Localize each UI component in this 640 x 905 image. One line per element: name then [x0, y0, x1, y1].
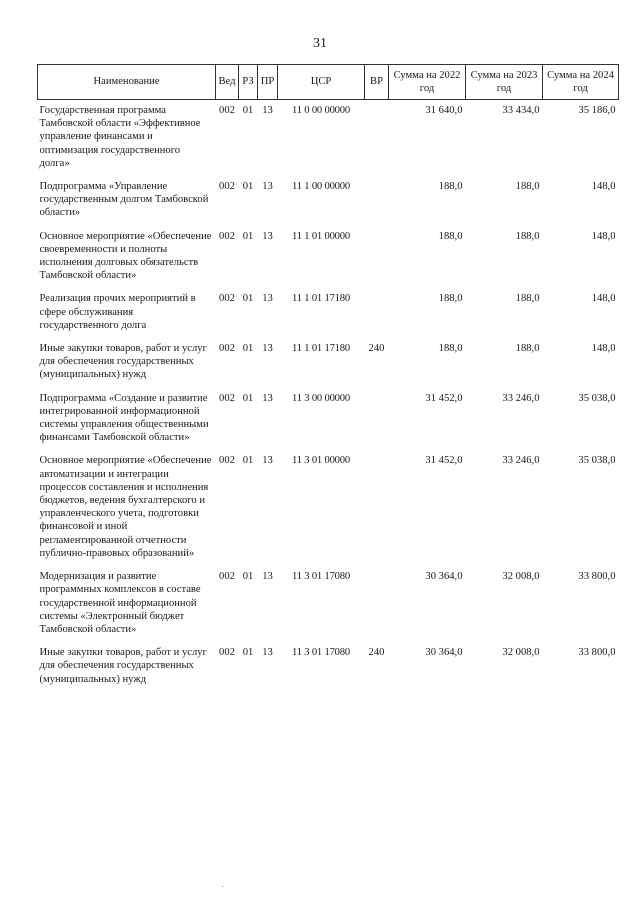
- row-ved: 002: [219, 181, 235, 193]
- row-name: Подпрограмма «Управление государственным долгом Тамбовской области»: [39, 181, 209, 219]
- row-sum-2022: 188,0: [438, 293, 463, 305]
- row-sum-2022: 188,0: [438, 181, 463, 193]
- row-vr: [365, 388, 389, 451]
- table-row: [38, 388, 619, 451]
- header-rz: РЗ: [239, 65, 258, 100]
- row-sum-2024: 33 800,0: [578, 571, 616, 583]
- page-number: 31: [313, 36, 327, 51]
- row-csr: 11 3 01 17080: [292, 647, 350, 659]
- row-vr: [365, 566, 389, 642]
- row-rz: 01: [242, 647, 254, 659]
- table-header-row: [38, 65, 619, 100]
- row-name: Государственная программа Тамбовской области «Эффективное управление финансами и оптимизация государственного долга»: [39, 105, 201, 169]
- row-csr: 11 0 00 00000: [292, 105, 350, 116]
- row-rz: 01: [242, 181, 254, 193]
- row-csr: 11 1 01 17180: [292, 343, 350, 355]
- table-row: [38, 338, 619, 388]
- table-row: [38, 288, 619, 338]
- row-rz: 01: [242, 293, 254, 305]
- row-name: Иные закупки товаров, работ и услуг для обеспечения государственных (муниципальных) нужд: [39, 343, 207, 381]
- row-pr: 13: [262, 571, 273, 583]
- row-sum-2024: 33 800,0: [578, 647, 616, 659]
- row-sum-2022: 188,0: [438, 343, 463, 355]
- row-rz: 01: [242, 392, 254, 404]
- row-name: Модернизация и развитие программных комплексов в составе государственной информационной системы «Электронный бюджет Тамбовской области»: [39, 571, 201, 635]
- row-rz: 01: [242, 571, 254, 583]
- row-ved: 002: [219, 455, 235, 467]
- row-rz: 01: [242, 230, 254, 242]
- table-row: [38, 100, 619, 177]
- row-sum-2023: 188,0: [515, 230, 540, 242]
- row-pr: 13: [262, 181, 273, 193]
- row-pr: 13: [262, 647, 273, 659]
- header-vr: ВР: [365, 65, 389, 100]
- row-ved: 002: [219, 392, 235, 404]
- row-csr: 11 3 01 17080: [292, 571, 350, 583]
- row-vr: 240: [368, 647, 385, 659]
- header-name: Наименование: [38, 65, 216, 100]
- table-row: [38, 226, 619, 289]
- row-sum-2022: 30 364,0: [425, 571, 463, 583]
- row-pr: 13: [262, 392, 273, 404]
- row-csr: 11 1 01 00000: [292, 230, 350, 242]
- table-row: [38, 642, 619, 692]
- row-sum-2024: 148,0: [591, 343, 616, 355]
- row-sum-2023: 33 246,0: [502, 455, 540, 467]
- header-ved: Вед: [216, 65, 239, 100]
- row-pr: 13: [262, 455, 273, 467]
- row-sum-2024: 35 186,0: [578, 105, 616, 116]
- scan-speck: [222, 886, 223, 887]
- row-sum-2022: 188,0: [438, 230, 463, 242]
- row-ved: 002: [219, 293, 235, 305]
- row-name: Основное мероприятие «Обеспечение своевременности и полноты исполнения долговых обязательств Тамбовской области»: [39, 230, 212, 282]
- table-row: [38, 450, 619, 566]
- row-sum-2023: 33 246,0: [502, 392, 540, 404]
- table-row: [38, 176, 619, 226]
- row-vr: 240: [368, 343, 385, 355]
- row-sum-2024: 35 038,0: [578, 455, 616, 467]
- row-name: Основное мероприятие «Обеспечение автоматизации и интеграции процессов составления и исполнения бюджетов, ведения бухгалтерского и управленческого учета, подготовки финансовой и иной регламентированной отчетности публично-правовых образований»: [39, 455, 212, 559]
- header-pr: ПР: [258, 65, 278, 100]
- row-pr: 13: [262, 230, 273, 242]
- row-name: Иные закупки товаров, работ и услуг для обеспечения государственных (муниципальных) нужд: [39, 647, 207, 685]
- row-vr: [365, 450, 389, 566]
- header-csr: ЦСР: [278, 65, 365, 100]
- row-sum-2024: 148,0: [591, 230, 616, 242]
- row-csr: 11 3 01 00000: [292, 455, 350, 467]
- row-vr: [365, 288, 389, 338]
- row-rz: 01: [242, 455, 254, 467]
- row-name: Реализация прочих мероприятий в сфере обслуживания государственного долга: [39, 293, 196, 331]
- row-sum-2022: 30 364,0: [425, 647, 463, 659]
- row-vr: [365, 226, 389, 289]
- row-sum-2022: 31 452,0: [425, 392, 463, 404]
- row-sum-2024: 148,0: [591, 293, 616, 305]
- row-ved: 002: [219, 230, 235, 242]
- row-sum-2022: 31 452,0: [425, 455, 463, 467]
- row-sum-2023: 32 008,0: [502, 571, 540, 583]
- row-sum-2023: 188,0: [515, 293, 540, 305]
- row-vr: [365, 176, 389, 226]
- row-pr: 13: [262, 293, 273, 305]
- budget-table: [37, 64, 619, 692]
- row-rz: 01: [242, 343, 254, 355]
- row-vr: [365, 100, 389, 177]
- row-sum-2023: 188,0: [515, 181, 540, 193]
- row-sum-2024: 148,0: [591, 181, 616, 193]
- row-name: Подпрограмма «Создание и развитие интегрированной информационной системы управления общественными финансами Тамбовской области»: [39, 392, 209, 444]
- row-sum-2023: 32 008,0: [502, 647, 540, 659]
- row-rz: 01: [242, 105, 254, 116]
- row-pr: 13: [262, 343, 273, 355]
- table-row: [38, 566, 619, 642]
- row-sum-2024: 35 038,0: [578, 392, 616, 404]
- row-ved: 002: [219, 571, 235, 583]
- header-sum-2023: Сумма на 2023 год: [466, 65, 543, 100]
- header-sum-2022: Сумма на 2022 год: [389, 65, 466, 100]
- row-sum-2023: 188,0: [515, 343, 540, 355]
- row-sum-2022: 31 640,0: [425, 105, 463, 116]
- row-ved: 002: [219, 105, 235, 116]
- row-sum-2023: 33 434,0: [502, 105, 540, 116]
- row-ved: 002: [219, 647, 235, 659]
- row-csr: 11 1 00 00000: [292, 181, 350, 193]
- row-csr: 11 3 00 00000: [292, 392, 350, 404]
- row-ved: 002: [219, 343, 235, 355]
- header-sum-2024: Сумма на 2024 год: [543, 65, 619, 100]
- row-pr: 13: [262, 105, 273, 116]
- row-csr: 11 1 01 17180: [292, 293, 350, 305]
